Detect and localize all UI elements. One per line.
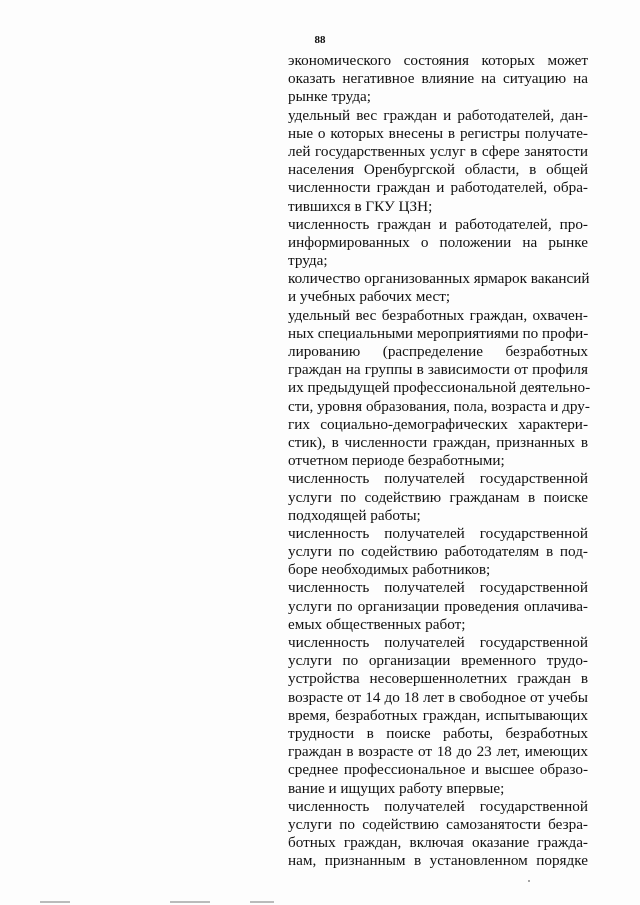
text-line: численности граждан и работодателей, обра- — [288, 179, 588, 197]
text-line: сти, уровня образования, пола, возраста и дру- — [288, 397, 590, 415]
text-line: численность получателей государственной — [288, 634, 588, 651]
text-line: услуги по содействию самозанятости безра- — [288, 815, 588, 833]
text-line: и учебных рабочих мест; — [288, 288, 451, 306]
text-line: численность получателей государственной — [288, 524, 588, 542]
text-line: оказать негативное влияние на ситуацию на — [288, 70, 588, 88]
text-line: ные о которых внесены в регистры получате- — [288, 124, 588, 142]
text-line: численность граждан и работодателей, про- — [288, 215, 588, 233]
text-line: возрасте от 14 до 18 лет в свободное от учебы — [288, 688, 588, 706]
paragraph — [288, 52, 588, 107]
text-line: отчетном периоде безработными; — [288, 452, 505, 470]
paragraph — [288, 107, 588, 216]
text-line: среднее профессиональное и высшее образо- — [288, 761, 588, 779]
text-line: вание и ищущих работу впервые; — [288, 779, 505, 797]
text-line: количество организованных ярмарок вакансий — [288, 270, 590, 288]
paragraph — [288, 798, 588, 871]
paragraph — [288, 270, 588, 306]
paragraph — [288, 525, 588, 580]
text-line: подходящей работы; — [288, 506, 421, 524]
paragraph — [288, 579, 588, 634]
text-line: гих социально-демографических характери- — [288, 415, 588, 433]
text-line: удельный вес граждан и работодателей, дан- — [288, 106, 588, 124]
text-column — [288, 52, 591, 870]
text-line: численность получателей государственной — [288, 797, 588, 815]
text-line: численность получателей государственной — [288, 579, 588, 597]
text-line: услуги по содействию работодателям в под- — [288, 543, 588, 561]
text-line: время, безработных граждан, испытывающих — [288, 706, 588, 724]
page-number: 88 — [314, 34, 326, 46]
text-line: экономического состояния которых может — [288, 52, 588, 69]
text-line: услуги по содействию гражданам в поиске — [288, 488, 588, 506]
text-line: ботных граждан, включая оказание гражда- — [288, 834, 588, 852]
text-line: численность получателей государственной — [288, 470, 588, 488]
text-line: услуги по организации временного трудо- — [288, 652, 588, 670]
text-line: их предыдущей профессиональной деятельно- — [288, 379, 591, 397]
text-line: лированию (распределение безработных — [288, 343, 588, 360]
text-line: информированных о положении на рынке — [288, 233, 588, 251]
text-line: рынке труда; — [288, 88, 372, 106]
paragraph — [288, 470, 588, 525]
text-line: услуги по организации проведения оплачива- — [288, 597, 588, 615]
text-line: устройства несовершеннолетних граждан в — [288, 670, 588, 688]
text-line: граждан на группы в зависимости от профиля — [288, 361, 588, 379]
scan-edge-artifacts — [0, 897, 640, 905]
text-line: населения Оренбургской области, в общей — [288, 161, 588, 179]
text-line: удельный вес безработных граждан, охвачен- — [288, 306, 588, 324]
text-line: лей государственных услуг в сфере занятости — [288, 142, 588, 160]
scan-speck — [528, 880, 530, 882]
paragraph — [288, 216, 588, 271]
text-line: боре необходимых работников; — [288, 561, 491, 579]
text-line: тившихся в ГКУ ЦЗН; — [288, 197, 433, 215]
paragraph — [288, 634, 588, 798]
text-line: ных специальными мероприятиями по профи- — [288, 324, 589, 342]
text-line: емых общественных работ; — [288, 615, 466, 633]
text-line: труда; — [288, 252, 328, 270]
text-line: граждан в возрасте от 18 до 23 лет, имеющих — [288, 743, 588, 761]
paragraph — [288, 306, 591, 471]
text-line: нам, признанным в установленном порядке — [288, 852, 588, 870]
text-line: стик), в численности граждан, признанных в — [288, 433, 588, 451]
text-line: трудности в поиске работы, безработных — [288, 724, 588, 742]
